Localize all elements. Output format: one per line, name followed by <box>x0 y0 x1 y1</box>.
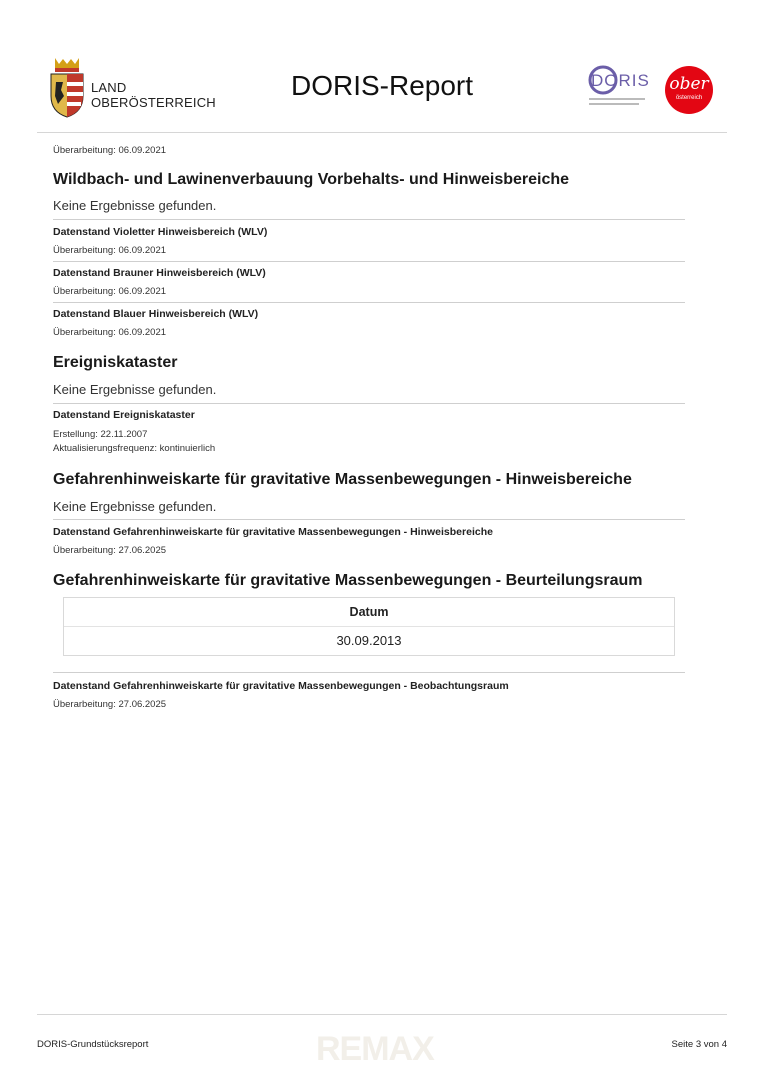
table-header-datum: Datum <box>64 598 674 627</box>
list-item <box>53 219 685 260</box>
datenstand-meta: Überarbeitung: 27.06.2025 <box>53 699 167 710</box>
datenstand-meta: Überarbeitung: 06.09.2021 <box>53 245 167 256</box>
datenstand-meta: Überarbeitung: 06.09.2021 <box>53 286 167 297</box>
section-title-gefahrenhinweis-beurteilungsraum: Gefahrenhinweiskarte für gravitative Massenbewegungen - Beurteilungsraum <box>53 572 643 589</box>
doris-logo-text: DORIS <box>591 71 650 90</box>
doris-logo-icon <box>583 64 653 110</box>
section-title-ereigniskataster: Ereigniskataster <box>53 354 178 371</box>
no-results-gefahrenhinweis: Keine Ergebnisse gefunden. <box>53 499 217 514</box>
list-item <box>53 302 685 343</box>
datenstand-label: Datenstand Gefahrenhinweiskarte für gravitative Massenbewegungen - Beobachtungsraum <box>53 680 509 692</box>
no-results-wlv: Keine Ergebnisse gefunden. <box>53 198 217 213</box>
list-item <box>53 403 685 460</box>
datenstand-label: Datenstand Violetter Hinweisbereich (WLV) <box>53 226 268 238</box>
section-title-gefahrenhinweis-hinweisbereiche: Gefahrenhinweiskarte für gravitative Massenbewegungen - Hinweisbereiche <box>53 471 632 488</box>
page-header <box>37 50 727 133</box>
section-title-wlv: Wildbach- und Lawinenverbauung Vorbehalts- und Hinweisbereiche <box>53 171 570 188</box>
report-title: DORIS-Report <box>290 70 474 101</box>
datum-table <box>63 597 675 656</box>
footer-divider <box>37 1014 727 1015</box>
remax-watermark: REMAX <box>316 1030 434 1068</box>
datenstand-label: Datenstand Blauer Hinweisbereich (WLV) <box>53 308 259 320</box>
datenstand-label: Datenstand Ereigniskataster <box>53 409 195 421</box>
datenstand-meta-frequenz: Aktualisierungsfrequenz: kontinuierlich <box>53 443 216 454</box>
footer-page-number: Seite 3 von 4 <box>671 1039 727 1050</box>
footer-report-name: DORIS-Grundstücksreport <box>37 1039 149 1050</box>
no-results-ereigniskataster: Keine Ergebnisse gefunden. <box>53 382 217 397</box>
table-cell-datum: 30.09.2013 <box>336 633 402 648</box>
ooe-logo-text-oesterreich: österreich <box>675 95 703 101</box>
list-item <box>53 261 685 302</box>
datenstand-label: Datenstand Brauner Hinweisbereich (WLV) <box>53 267 266 279</box>
list-item <box>53 672 685 713</box>
land-line-1: LAND <box>91 80 127 95</box>
land-line-2: OBERÖSTERREICH <box>91 95 216 110</box>
oberoesterreich-logo <box>665 66 713 114</box>
datenstand-meta: Überarbeitung: 06.09.2021 <box>53 327 167 338</box>
datenstand-meta: Überarbeitung: 27.06.2025 <box>53 545 167 556</box>
datenstand-label: Datenstand Gefahrenhinweiskarte für gravitative Massenbewegungen - Hinweisbereiche <box>53 526 493 538</box>
top-update-text: Überarbeitung: 06.09.2021 <box>53 145 167 156</box>
ooe-logo-text-ober: ober <box>669 74 709 94</box>
datenstand-meta-erstellung: Erstellung: 22.11.2007 <box>53 429 148 440</box>
list-item <box>53 519 685 560</box>
